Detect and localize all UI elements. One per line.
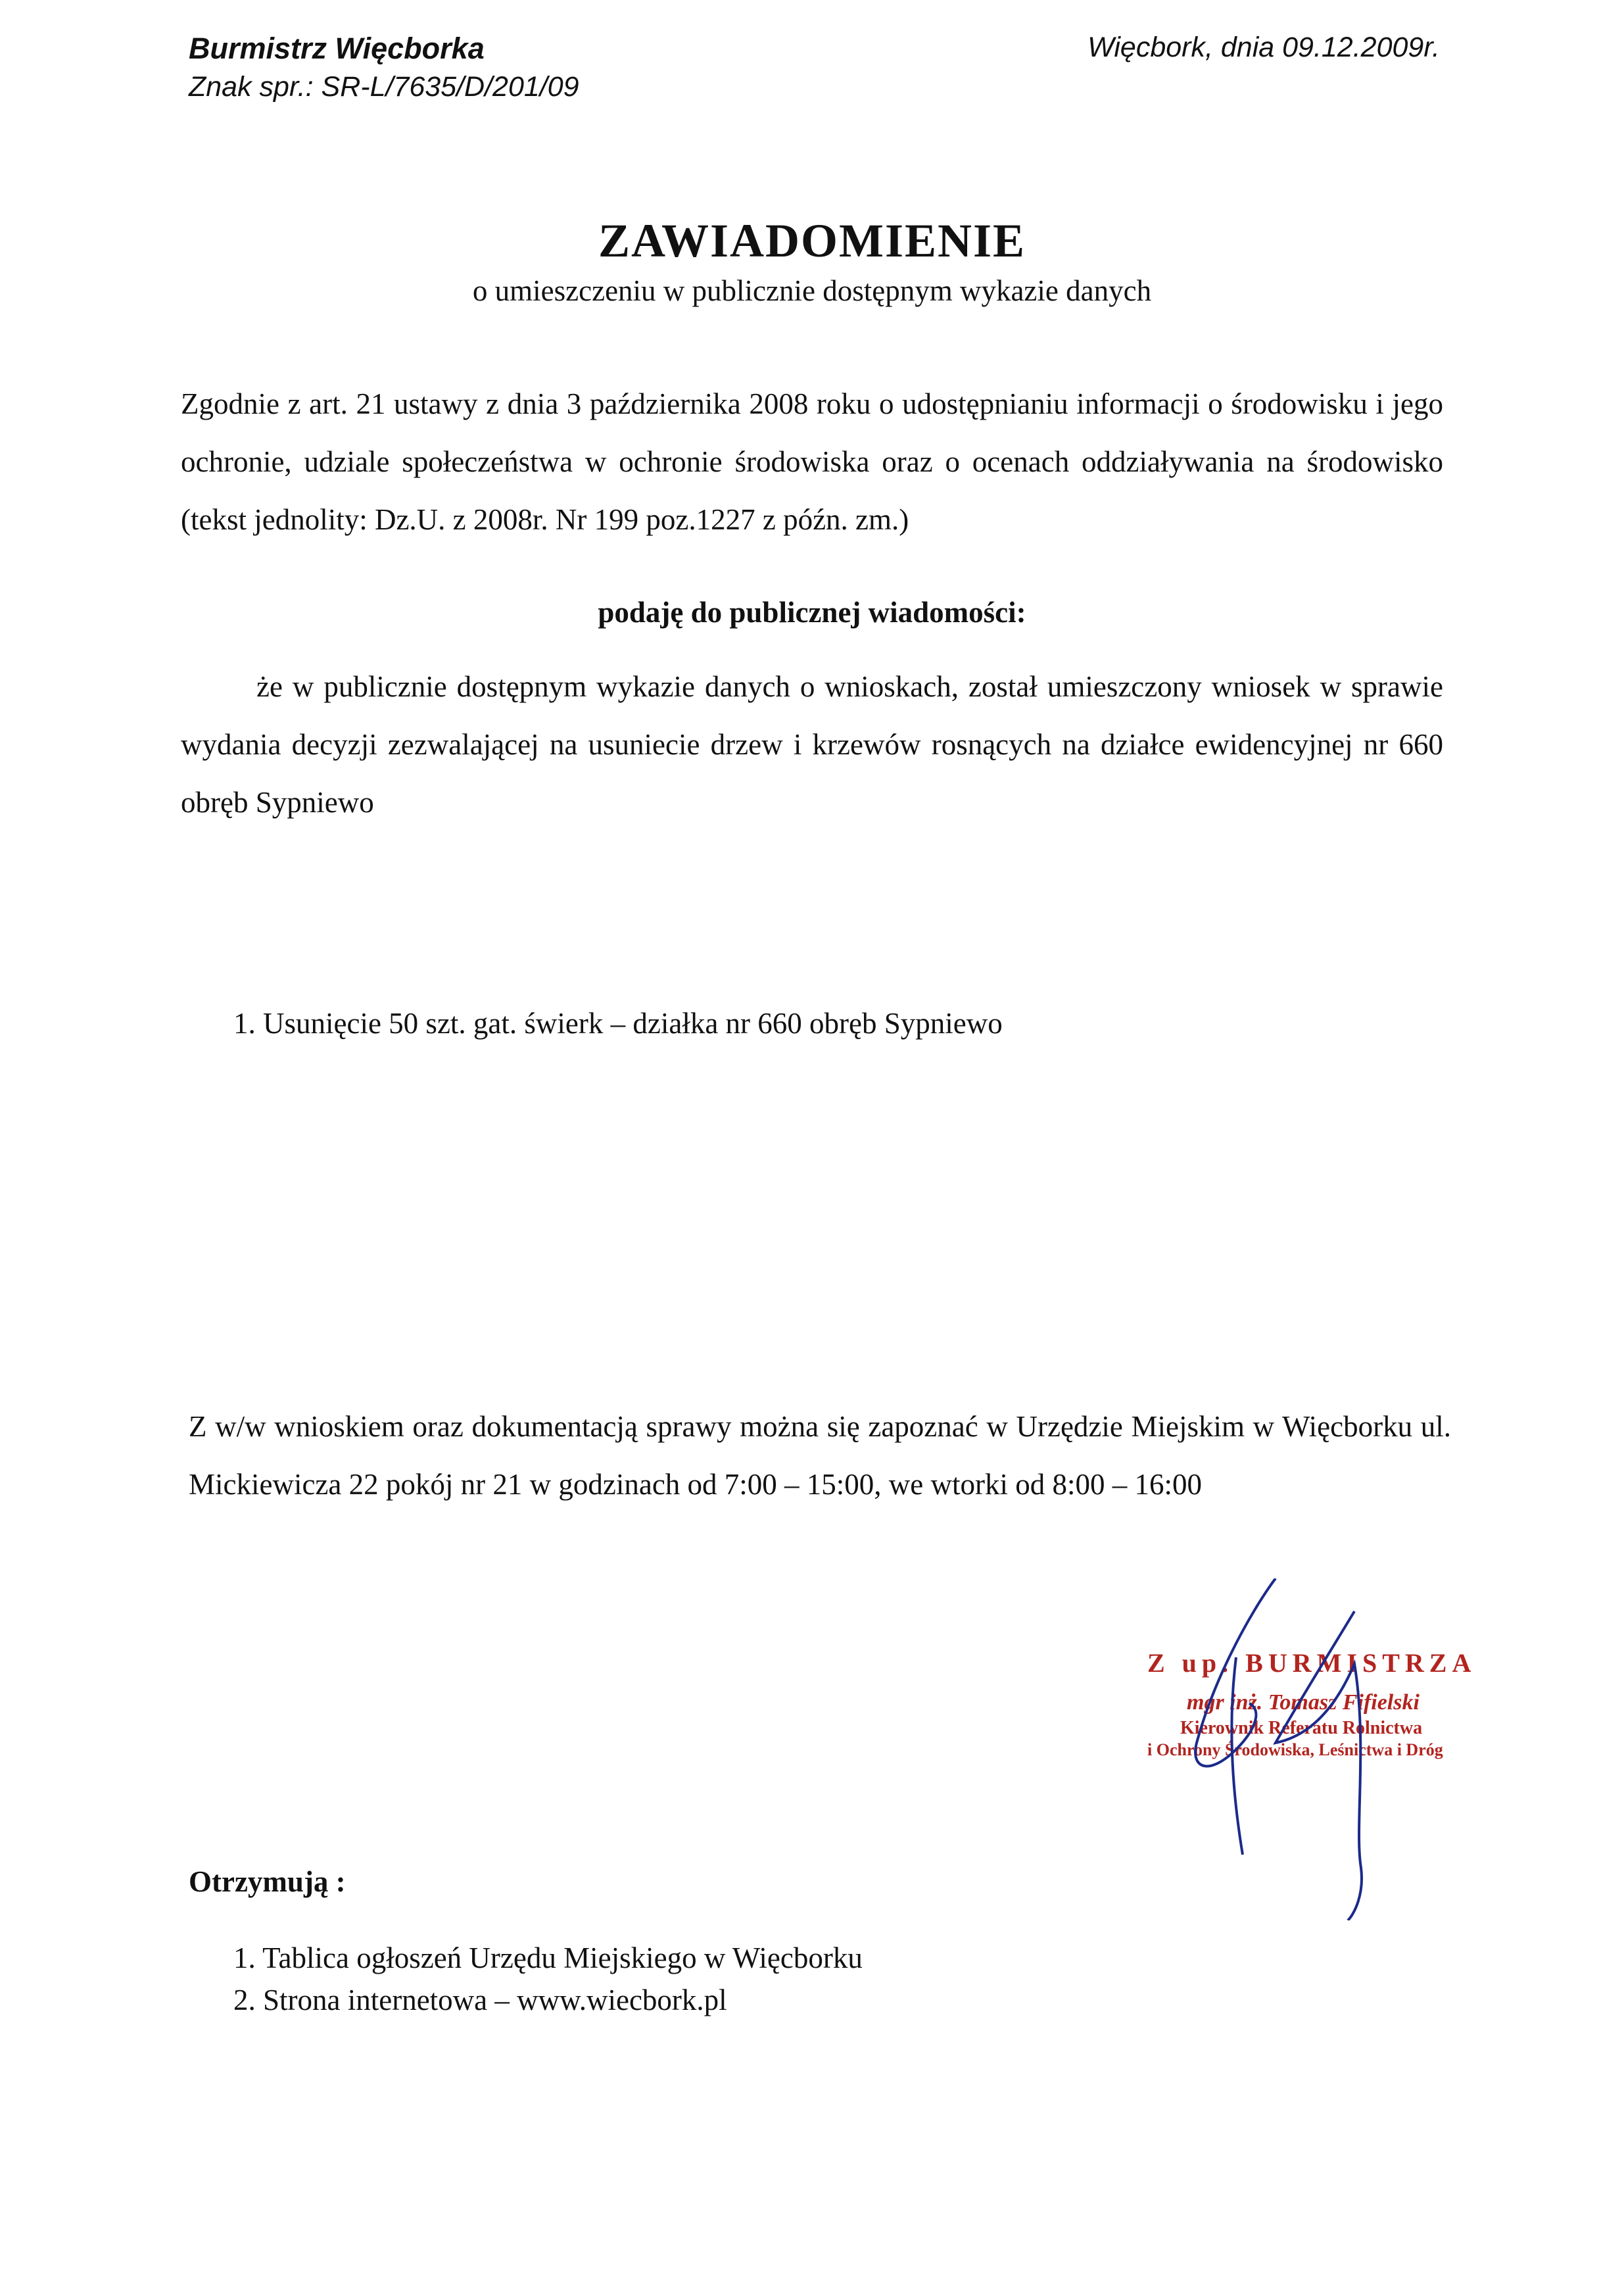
notice-paragraph: że w publicznie dostępnym wykazie danych o wnioskach, został umieszczony wniosek w sprawie wydania decyzji zezwalającej na usuniecie drzew i krzewów rosnących na działce ewidencyjnej nr 660 obręb Sypniewo [181, 670, 1443, 819]
document-subtitle: o umieszczeniu w publicznie dostępnym wykazie danych [472, 274, 1152, 307]
application-items-list [233, 1006, 1003, 1040]
document-title: ZAWIADOMIENIE [598, 214, 1026, 267]
issuer-name: Burmistrz Więcborka [189, 32, 485, 65]
stamp-department: i Ochrony Środowiska, Leśnictwa i Dróg [1147, 1740, 1443, 1759]
stamp-official-name: mgr inż. Tomasz Fifielski [1187, 1690, 1420, 1715]
list-item: 1. Usunięcie 50 szt. gat. świerk – działka nr 660 obręb Sypniewo [233, 1007, 1003, 1040]
handwritten-signature [1157, 1578, 1433, 1920]
list-item: 2. Strona internetowa – www.wiecbork.pl [233, 1984, 727, 2016]
place-and-date: Więcbork, dnia 09.12.2009r. [1087, 32, 1440, 63]
intro-paragraph: Zgodnie z art. 21 ustawy z dnia 3 października 2008 roku o udostępnianiu informacji o środowisku i jego ochronie, udziale społeczeństwa w ochronie środowiska oraz o ocenach oddziaływania na środowisko (tekst jednolity: Dz.U. z 2008r. Nr 199 poz.1227 z późn. zm.) [181, 387, 1443, 536]
announcement-heading: podaję do publicznej wiadomości: [598, 596, 1026, 629]
inspection-info-paragraph: Z w/w wnioskiem oraz dokumentacją sprawy można się zapoznać w Urzędzie Miejskim w Więcborku ul. Mickiewicza 22 pokój nr 21 w godzinach od 7:00 – 15:00, we wtorki od 8:00 – 16:00 [189, 1410, 1451, 1501]
reference-number: Znak spr.: SR-L/7635/D/201/09 [189, 71, 579, 103]
list-item: 1. Tablica ogłoszeń Urzędu Miejskiego w Więcborku [233, 1941, 863, 1974]
stamp-authority: Z up. BURMISTRZA [1147, 1648, 1477, 1678]
stamp-position: Kierownik Referatu Rolnictwa [1180, 1718, 1423, 1738]
recipients-heading: Otrzymują : [189, 1865, 346, 1898]
recipients-list [233, 1937, 863, 2021]
